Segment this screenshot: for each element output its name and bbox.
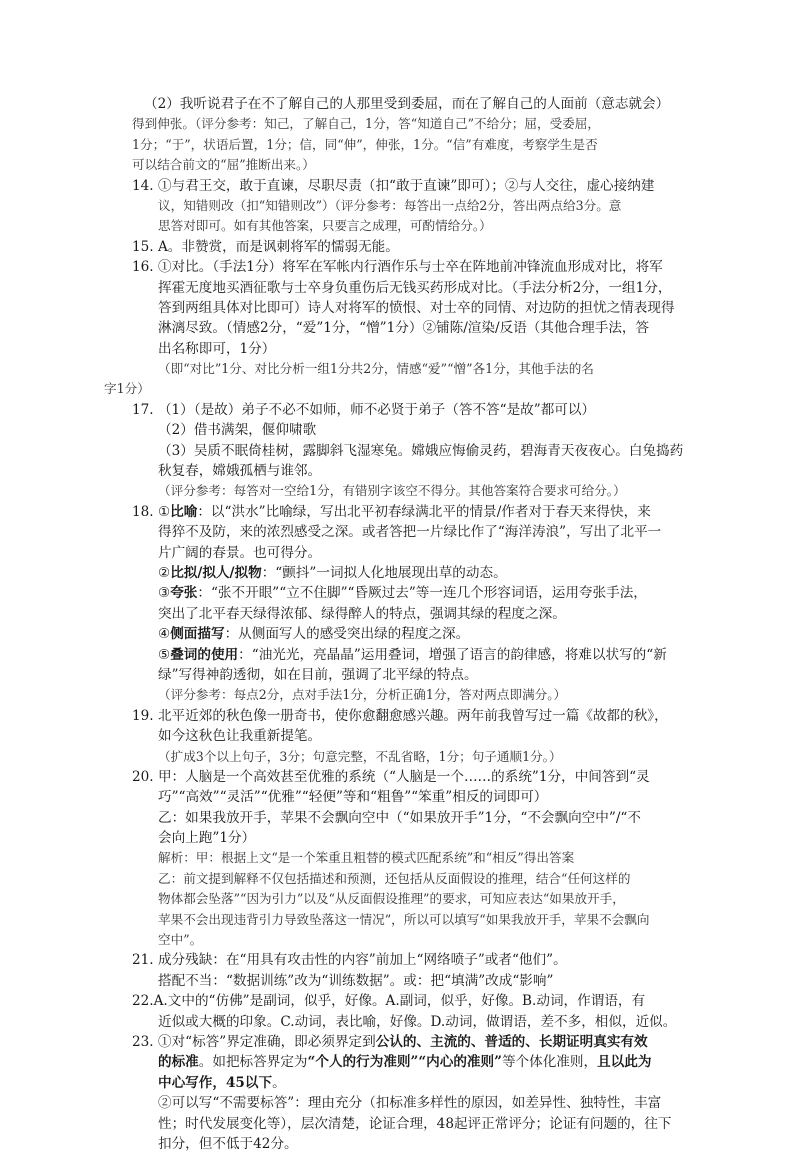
text-line: 23. ①对“标答”界定准确，即必须界定到公认的、主流的、普适的、长期证明真实有效	[132, 1033, 648, 1050]
bold-emphasis: 的标准	[158, 1054, 199, 1071]
text-line: 秋复春，嫦娥孤栖与谁邻。	[158, 463, 322, 480]
text-line: 15. A。非赞赏，而是讽刺将军的懦弱无能。	[132, 238, 399, 255]
bold-emphasis: “个人的行为准则”“内心的准则”	[307, 1054, 502, 1071]
bold-emphasis: 夸张	[170, 585, 198, 602]
text-line: 议，知错则改（扣“知错则改”）（评分参考：每答出一点给2分，答出两点给3分。意	[158, 197, 622, 213]
text-line: 字1分）	[104, 381, 150, 397]
text-line: （3）吴质不眠倚桂树，露脚斜飞湿寒兔。嫦娥应悔偷灵药，碧海青天夜夜心。白兔捣药	[158, 442, 684, 459]
text-line: 如今这秋色让我重新提笔。	[158, 728, 322, 745]
text-line: 巧”“高效”“灵活”“优雅”“轻便”等和“粗鲁”“笨重”相反的词即可）	[158, 789, 548, 806]
text-line: 17. （1）（是故）弟子不必不如师，师不必贤于弟子（答不答“是故”都可以）	[132, 401, 596, 418]
bold-emphasis: 比拟/拟人/拟物	[170, 564, 262, 581]
text-line: 1分；“于”，状语后置，1分；信，同“伸”，伸张，1分。“信”有难度，考察学生是否	[132, 136, 598, 152]
text-line: 会向上跑”1分）	[158, 830, 256, 847]
bold-emphasis: 比喻	[170, 503, 198, 520]
text-line: （评分参考：每答对一空给1分，有错别字该空不得分。其他答案符合要求可给分。）	[158, 483, 626, 499]
text-line: ③夸张：“张不开眼”“立不住脚”“昏厥过去”等一连几个形容词语，运用夸张手法，	[158, 585, 647, 602]
text-line: 挥霍无度地买酒征歌与士卒身负重伤后无钱买药形成对比。（手法分析2分，一组1分，	[158, 279, 672, 296]
text-line: 近似或大概的印象。C.动词，表比喻，好像。D.动词，做谓语，差不多，相似，近似。	[158, 1013, 677, 1030]
text-line: 得到伸张。（评分参考：知己，了解自己，1分，答“知道自己”不给分；屈，受委屈，	[132, 116, 600, 132]
answer-text-column	[104, 94, 692, 1154]
text-line: 乙：如果我放开手，苹果不会飘向空中（“如果放开手”1分，“不会飘向空中”/“不	[158, 809, 641, 826]
text-line: 乙：前文提到解释不仅包括描述和预测，还包括从反面假设的推理，结合“任何这样的	[158, 870, 631, 886]
bold-emphasis: 叠词的使用	[170, 646, 239, 663]
text-line: 解析：甲：根据上文“是一个笨重且粗替的模式匹配系统”和“相反”得出答案	[158, 850, 575, 866]
text-line: 性；时代发展变化等），层次清楚，论证合理，48起评正常评分；论证有问题的，往下	[158, 1115, 672, 1132]
text-line: 的标准。如把标答界定为“个人的行为准则”“内心的准则”等个体化准则，且以此为	[158, 1054, 652, 1071]
text-line: 14. ①与君王交，敢于直谏，尽职尽责（扣“敢于直谏”即可）；②与人交往，虚心接纳建	[132, 177, 655, 194]
text-line: 18. ①比喻：以“洪水”比喻绿，写出北平初春绿满北平的情景/作者对于春天来得快，来	[132, 503, 651, 520]
bold-emphasis: 且以此为	[597, 1054, 652, 1071]
text-line: 中心写作，45以下。	[158, 1074, 286, 1091]
bold-emphasis: 公认的、主流的、普适的、长期证明真实有效	[375, 1033, 648, 1050]
text-line: 21. 成分残缺：在“用具有攻击性的内容”前加上“网络喷子”或者“他们”。	[132, 952, 567, 969]
text-line: 19. 北平近郊的秋色像一册奇书，使你愈翻愈感兴趣。两年前我曾写过一篇《故都的秋》，	[132, 707, 668, 724]
text-line: 思答对即可。如有其他答案，只要言之成理，可酌情给分。）	[158, 218, 492, 234]
text-line: 出名称即可，1分）	[158, 340, 276, 357]
text-line: 得猝不及防，来的浓烈感受之深。或者答把一片绿比作了“海洋涛浪”，写出了北平一	[158, 524, 662, 541]
text-line: （2）我听说君子在不了解自己的人那里受到委屈，而在了解自己的人面前（意志就会）	[144, 96, 670, 112]
text-line: （2）借书满架，偃仰啸歌	[158, 422, 317, 439]
text-line: ⑤叠词的使用：“油光光，亮晶晶”运用叠词，增强了语言的韵律感，将难以状写的“新	[158, 646, 667, 663]
text-line: 可以结合前文的“屈”推断出来。）	[132, 157, 315, 173]
text-line: （扩成3个以上句子，3分；句意完整，不乱省略，1分；句子通顺1分。）	[158, 748, 562, 764]
text-line: 扣分，但不低于42分。	[158, 1135, 298, 1152]
text-line: ④侧面描写：从侧面写人的感受突出绿的程度之深。	[158, 626, 470, 643]
text-line: 淋漓尽致。（情感2分，“爱”1分，“憎”1分）②铺陈/渲染/反语（其他合理手法，答	[158, 320, 650, 337]
text-line: 16. ①对比。（手法1分）将军在军帐内行酒作乐与士卒在阵地前冲锋流血形成对比，将军	[132, 259, 663, 276]
text-line: 答到两组具体对比即可）诗人对将军的愤恨、对士卒的同情、对边防的担忧之情表现得	[158, 299, 675, 316]
text-line: 物体都会坠落”“因为引力”以及“从反面假设推理”的要求，可知应表达“如果放开手，	[158, 891, 625, 907]
text-line: ②可以写“不需要标答”：理由充分（扣标准多样性的原因，如差异性、独特性，丰富	[158, 1095, 662, 1112]
bold-emphasis: 侧面描写	[170, 626, 225, 643]
text-line: ②比拟/拟人/拟物：“颤抖”一词拟人化地展现出草的动态。	[158, 564, 507, 581]
text-line: 22.A.文中的“仿佛”是副词，似乎，好像。A.副词，似乎，好像。B.动词，作谓语，有	[132, 993, 646, 1010]
text-line: 搭配不当：“数据训练”改为“训练数据”。或：把“填满”改成“影响”	[158, 972, 554, 989]
text-line: 20. 甲：人脑是一个高效甚至优雅的系统（“人脑是一个……的系统”1分，中间答到“灵	[132, 768, 650, 785]
text-line: 突出了北平春天绿得浓郁、绿得醉人的特点，强调其绿的程度之深。	[158, 605, 566, 622]
text-line: 片广阔的春景。也可得分。	[158, 544, 322, 561]
text-line: 空中”。	[158, 932, 203, 948]
text-line: 苹果不会出现违背引力导致坠落这一情况”，所以可以填写“如果我放开手，苹果不会飘向	[158, 911, 650, 927]
bold-emphasis: 中心写作，45以下	[158, 1074, 273, 1091]
text-line: 绿”写得神韵透彻，如在目前，强调了北平绿的特点。	[158, 666, 478, 683]
text-line: （评分参考：每点2分，点对手法1分，分析正确1分，答对两点即满分。）	[158, 687, 567, 703]
text-line: （即“对比”1分、对比分析一组1分共2分，情感“爱”“憎”各1分，其他手法的名	[158, 361, 594, 377]
